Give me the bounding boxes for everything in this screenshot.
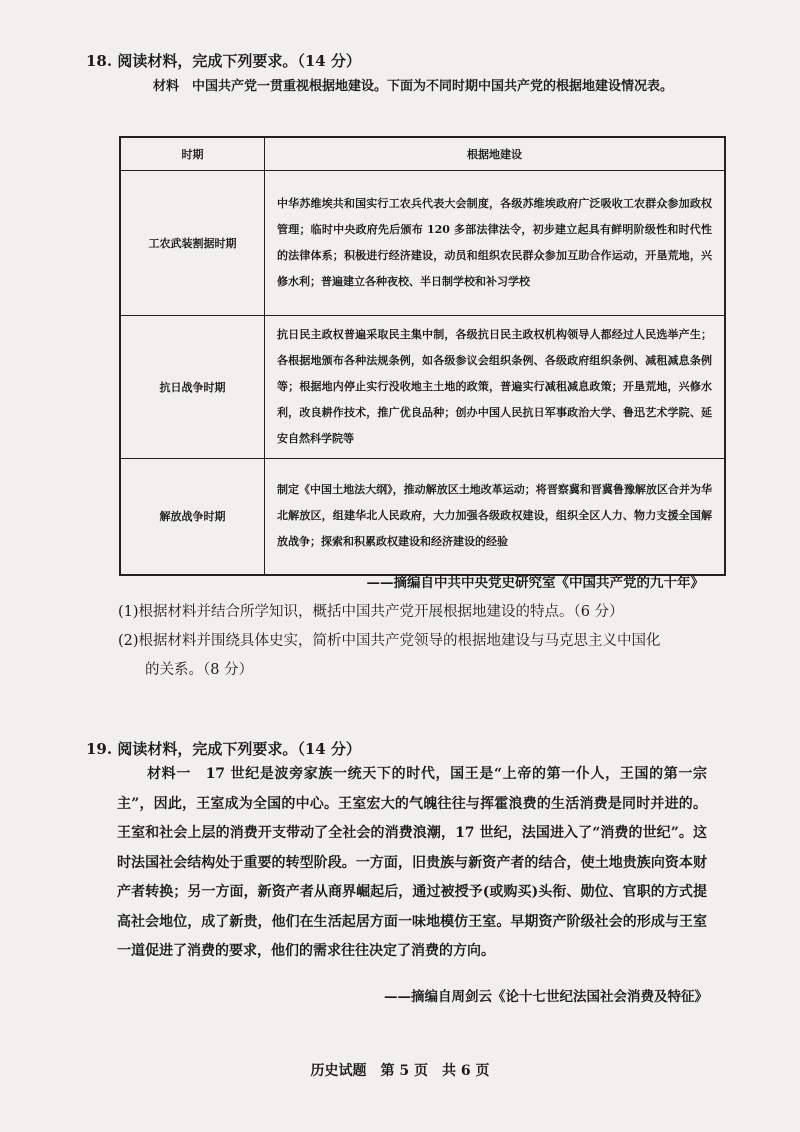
material-label: 材料一 [147,766,191,782]
question-19-material [117,760,707,967]
table-cell-content: 制定《中国土地法大纲》，推动解放区土地改革运动；将晋察冀和晋冀鲁豫解放区合并为华北解放区，组建华北人民政府，大力加强各级政权建设，组织全区人力、物力支援全国解放战争；探索和积累政权建设和经济建设的经验 [265,459,726,575]
table-row [120,171,725,316]
question-19-heading: 19. 阅读材料，完成下列要求。（14 分） [86,740,361,758]
table-header-period: 时期 [120,137,265,171]
question-18-heading: 18. 阅读材料，完成下列要求。（14 分） [86,52,361,70]
table-header-construction: 根据地建设 [265,137,726,171]
question-19-source: ——摘编自周剑云《论十七世纪法国社会消费及特征》 [384,989,708,1005]
table-cell-period: 解放战争时期 [120,459,265,575]
question-18-material [117,72,727,101]
table-cell-period: 工农武装割据时期 [120,171,265,316]
question-18-sub-1: (1)根据材料并结合所学知识，概括中国共产党开展根据地建设的特点。（6 分） [118,604,624,620]
base-construction-table [119,136,726,576]
material-text: 中国共产党一贯重视根据地建设。下面为不同时期中国共产党的根据地建设情况表。 [192,79,674,94]
material-text: 17 世纪是波旁家族一统天下的时代，国王是“上帝的第一仆人，王国的第一宗主”，因此，王室成为全国的中心。王室宏大的气魄往往与挥霍浪费的生活消费是同时并进的。王室和社会上层的消费开支带动了全社会的消费浪潮，17 世纪，法国进入了“消费的世纪”。这时法国社会结构处于重要的转型阶段。一方面，旧贵族与新资产者的结合，使土地贵族向资本财产者转换；另一方面，新资产者从商界崛起后，通过被授予(或购买)头衔、勋位、官职的方式提高社会地位，成了新贵，他们在生活起居方面一味地模仿王室。早期资产阶级社会的形成与王室一道促进了消费的要求，他们的需求往往决定了消费的方向。 [117,766,707,959]
table-cell-period: 抗日战争时期 [120,316,265,459]
table-row [120,316,725,459]
question-18-source: ——摘编自中共中央党史研究室《中国共产党的九十年》 [366,575,704,591]
page-footer: 历史试题 第 5 页 共 6 页 [310,1063,490,1079]
question-18-sub-2 [118,627,718,685]
table-row [120,459,725,575]
sub-2-line-2: 的关系。（8 分） [145,662,254,678]
sub-2-line-1: (2)根据材料并围绕具体史实，简析中国共产党领导的根据地建设与马克思主义中国化 [118,633,661,649]
table-cell-content: 中华苏维埃共和国实行工农兵代表大会制度，各级苏维埃政府广泛吸收工农群众参加政权管理；临时中央政府先后颁布 120 多部法律法令，初步建立起具有鲜明阶级性和时代性的法律体系；积极进行经济建设，动员和组织农民群众参加互助合作运动，开垦荒地，兴修水利；普遍建立各种夜校、半日制学校和补习学校 [265,171,726,316]
table-header-row [120,137,725,171]
table-cell-content: 抗日民主政权普遍采取民主集中制，各级抗日民主政权机构领导人都经过人民选举产生；各根据地颁布各种法规条例，如各级参议会组织条例、各级政府组织条例、减租减息条例等；根据地内停止实行没收地主土地的政策，普遍实行减租减息政策；开垦荒地，兴修水利，改良耕作技术，推广优良品种；创办中国人民抗日军事政治大学、鲁迅艺术学院、延安自然科学院等 [265,316,726,459]
material-label: 材料 [153,79,180,94]
